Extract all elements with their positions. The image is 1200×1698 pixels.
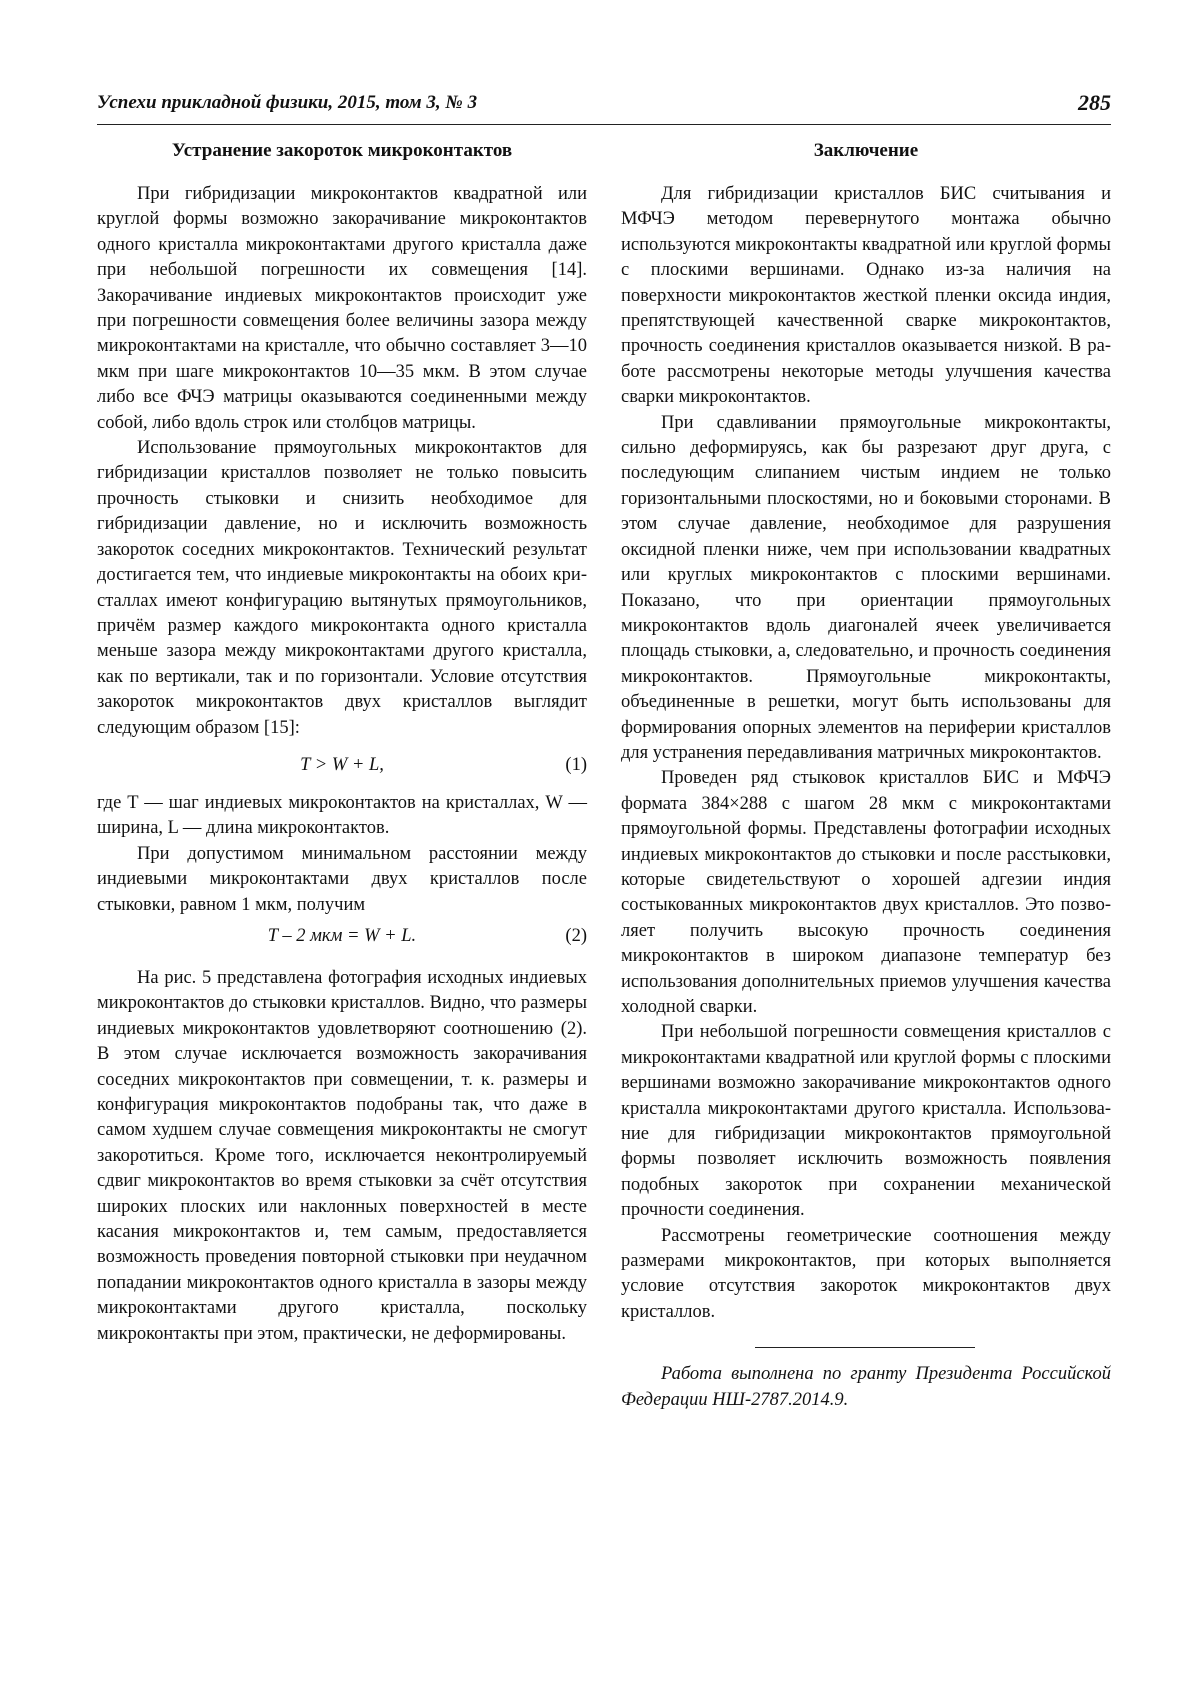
paragraph: При небольшой погрешности совмещения кристаллов с микроконтактами квадратной или круглой формы с плоскими вершинами возможно закорачивание микроконтактов одного кристалла микроконтактами другого кристалла. Использование для гибридизации микроконтактов прямоугольной формы позволяет исключить возможность появления подобных закороток при сохранении механической прочности соединения. <box>621 1022 1111 1221</box>
paragraph: Рассмотрены геометрические соотношения между размерами микроконтактов, при которых выполняется условие отсутствия закороток микроконтактов двух кристаллов. <box>621 1225 1111 1322</box>
equation-text: T > W + L, <box>300 754 384 775</box>
paragraph: где T — шаг индиевых микроконтактов на кристаллах, W — ширина, L — длина микроконтактов. <box>97 792 587 839</box>
page-number: 285 <box>1078 90 1111 115</box>
acknowledgement-rule <box>755 1347 975 1348</box>
paragraph: Использование прямоугольных микроконтактов для гибридизации кристаллов позволяет не только повысить прочность стыковки и снизить необходимое для гибридизации давление, но и исключить возможность закороток соседних микроконтактов. Технический результат достигается тем, что индиевые микроконтакты на обоих кристаллах имеют конфигурацию вытянутых прямоугольников, причём размер каждого микроконтакта одного кристалла меньше зазора между микроконтактами другого кристалла, как по вертикали, так и по горизонтали. Условие отсутствия закороток микроконтактов двух кристаллов выглядит следующим образом [15]: <box>97 438 587 738</box>
header-rule <box>97 124 1111 125</box>
journal-citation: Успехи прикладной физики, 2015, том 3, № 3 <box>97 92 478 113</box>
paragraph: На рис. 5 представлена фотография исходных индиевых микроконтактов до стыковки кристаллов. Видно, что размеры индиевых микроконтактов удовлетворяют соотношению (2). В этом случае исключается возможность закорачивания соседних микроконтактов при совмещении, т. к. размеры и конфигурация микроконтактов подобраны так, что даже в самом худшем случае совмещения микроконтакты не смогут закоротиться. Кроме того, исключается неконтролируемый сдвиг микроконтактов во время стыковки за счёт отсутствия широких плоских или наклонных поверхностей в месте касания микроконтактов и, тем самым, предоставляется возможность проведения повторной стыковки при неудачном попадании микроконтактов одного кристалла в зазоры между микроконтактами другого кристалла, поскольку микроконтакты при этом, практически, не деформированы. <box>97 967 587 1344</box>
right-column <box>621 138 1111 1413</box>
equation-1 <box>97 741 587 791</box>
equation-text: T – 2 мкм = W + L. <box>267 925 417 946</box>
running-header <box>97 92 1111 122</box>
paragraph: Для гибридизации кристаллов БИС считывания и МФЧЭ методом перевернутого монтажа обычно используются микроконтакты квадратной или круглой формы с плоскими вершинами. Однако из-за наличия на поверхности микроконтактов жесткой пленки оксида индия, препятствующей качественной сварке микроконтактов, прочность соединения кристаллов оказывается низкой. В работе рассмотрены некоторые методы улучшения качества сварки микроконтактов. <box>621 184 1111 408</box>
section-heading-conclusion: Заключение <box>813 140 919 161</box>
paragraph: При допустимом минимальном расстоянии между индиевыми микроконтактами двух кристаллов после стыковки, равном 1 мкм, получим <box>97 843 587 915</box>
acknowledgement: Работа выполнена по гранту Президента Российской Федерации НШ-2787.2014.9. <box>621 1364 1111 1410</box>
paragraph: При сдавливании прямоугольные микроконтакты, сильно деформируясь, как бы разрезают друг друга, с последующим слипанием чистым индием не только горизонтальными плоскостями, но и боковыми сторонами. В этом случае давление, необходимое для разрушения оксидной пленки ниже, чем при использовании квадратных или круглых микроконтактов с плоскими вершинами. Показано, что при ориентации прямоугольных микроконтактов вдоль диагоналей ячеек увеличивается площадь стыковки, а, следовательно, и прочность соединения микроконтактов. Прямоугольные микроконтакты, объединенные в решетки, могут быть использованы для формирования опорных элементов на периферии кристаллов для устранения передавливания матричных микроконтактов. <box>621 412 1111 763</box>
left-column <box>97 138 587 1347</box>
paragraph: При гибридизации микроконтактов квадратной или круглой формы возможно закорачивание микроконтактов одного кристалла микроконтактами другого кристалла даже при небольшой погрешности их совмещения [14]. Закорачивание индиевых микроконтактов происходит уже при погрешности совмещения более величины зазора между микроконтактами на кристалле, что обычно составляет 3—10 мкм при шаге микроконтактов 10—35 мкм. В этом случае либо все ФЧЭ матрицы оказываются соединенными между собой, либо вдоль строк или столбцов матрицы. <box>97 184 587 433</box>
equation-2 <box>97 918 587 966</box>
section-heading-shorts: Устранение закороток микроконтактов <box>171 140 513 161</box>
paragraph: Проведен ряд стыковок кристаллов БИС и МФЧЭ формата 384×288 с шагом 28 мкм с микроконтактами прямоугольной формы. Представлены фотографии исходных индиевых микроконтактов до стыковки и после расстыковки, которые свидетельствуют о хорошей адгезии индия состыкованных микроконтактов двух кристаллов. Это позволяет получить высокую прочность соединения микроконтактов в широком диапазоне температур без использования дополнительных приемов улучшения качества холодной сварки. <box>621 768 1111 1017</box>
equation-number: (2) <box>565 925 587 946</box>
equation-number: (1) <box>565 754 587 775</box>
